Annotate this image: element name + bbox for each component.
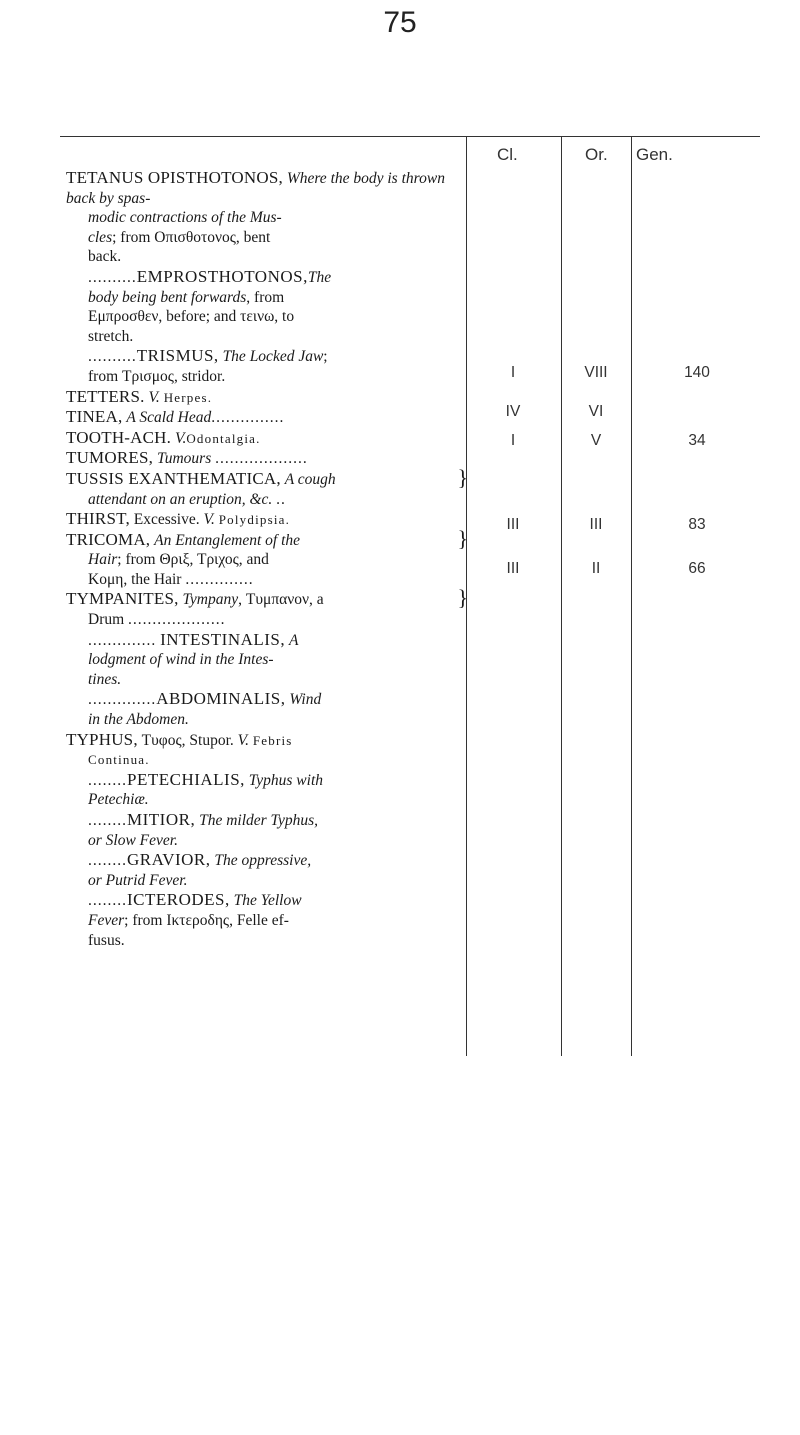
column-header-order: Or. — [585, 145, 608, 164]
class-number-tinea: I — [510, 364, 516, 381]
headword: ABDOMINALIS, — [156, 689, 286, 709]
greek-word: Κομη — [88, 570, 124, 588]
entry-mitior: ........MITIOR, The milder Typhus, or Slow Fever. — [88, 810, 319, 849]
brace: } — [457, 464, 468, 490]
entry-trismus: ..........TRISMUS, The Locked Jaw; from Τρισμος, stridor. — [88, 346, 328, 385]
headword: GRAVIOR, — [127, 850, 211, 870]
column-divider-gen — [631, 136, 632, 1056]
order-number-tympanites: II — [591, 560, 601, 577]
entry-petechialis: ........PETECHIALIS, Typhus with Petechiæ. — [88, 769, 324, 809]
greek-word: Τυφος — [141, 731, 182, 749]
column-header-genus: Gen. — [636, 145, 673, 164]
entry-tympanites: TYMPANITES, Tympany, Τυμπανον, a } Drum .................... — [66, 585, 468, 629]
nosology-entries — [66, 160, 466, 950]
genus-number-tussis: 34 — [688, 432, 706, 449]
class-number-tumores: IV — [505, 403, 521, 420]
cross-reference: Febris — [252, 732, 293, 748]
headword: ICTERODES, — [127, 890, 230, 910]
headword: TRISMUS, — [136, 346, 219, 366]
greek-word: Τυμπανον — [245, 591, 310, 609]
headword: TYPHUS, — [66, 729, 138, 749]
entry-tetters: TETTERS. V. Herpes. — [66, 386, 213, 406]
headword: TOOTH-ACH. — [66, 427, 172, 447]
greek-word: Ικτεροδης — [166, 911, 230, 929]
entry-thirst: THIRST, Excessive. V. Polydipsia. — [66, 509, 291, 529]
order-number-tumores: VI — [588, 403, 604, 420]
class-number-tussis: I — [510, 432, 516, 449]
greek-word: Εμπροσθεν — [88, 308, 159, 326]
entry-tooth-ach: TOOTH-ACH. V.Odontalgia. — [66, 427, 261, 447]
entry-abdominalis: ..............ABDOMINALIS, Wind in the Abdomen. — [88, 689, 322, 729]
greek-word: Θριξ — [159, 551, 190, 569]
headword: MITIOR, — [127, 810, 196, 829]
entry-intestinalis: .............. INTESTINALIS, A lodgment of wind in the Intes- tines. — [88, 629, 299, 688]
class-number-tricoma: III — [506, 516, 520, 533]
headword: TUSSIS EXANTHEMATICA, — [66, 468, 281, 488]
entry-gravior: ........GRAVIOR, The oppressive, or Putrid Fever. — [88, 850, 312, 889]
headword: TINEA, — [66, 407, 123, 427]
cross-reference: Odontalgia. — [186, 430, 261, 446]
entry-tricoma: TRICOMA, An Entanglement of the } Hair; from Θριξ, Τριχος, and Κομη, the Hair .............. — [66, 525, 468, 588]
entry-typhus: TYPHUS, Τυφος, Stupor. V. Febris Continua. — [66, 729, 293, 768]
cross-reference: Continua. — [88, 752, 150, 768]
cross-reference: Herpes. — [163, 389, 213, 405]
headword: EMPROSTHOTONOS, — [136, 266, 308, 286]
entry-tumores: TUMORES, Tumours ................... — [66, 448, 308, 468]
genus-number-tricoma: 83 — [688, 516, 706, 533]
genus-number-tinea: 140 — [684, 364, 710, 381]
order-number-tussis: V — [590, 432, 602, 449]
headword: TETTERS. — [66, 386, 145, 406]
greek-word: Τρισμος — [122, 367, 174, 385]
order-number-tricoma: III — [589, 516, 603, 533]
greek-word: Τριχος — [196, 551, 239, 569]
headword: TETANUS OPISTHOTONOS, — [66, 168, 283, 187]
greek-word: Οπισθοτονος — [154, 228, 236, 246]
entry-icterodes: ........ICTERODES, The Yellow Fever; from Ικτεροδης, Felle ef- fusus. — [88, 890, 302, 949]
headword: TYMPANITES, — [66, 589, 179, 609]
brace: } — [457, 525, 468, 551]
column-header-class: Cl. — [497, 145, 518, 164]
class-number-tympanites: III — [506, 560, 520, 577]
page-number: 75 — [383, 6, 417, 39]
entry-tussis-exanthematica: TUSSIS EXANTHEMATICA, A cough } attendant on an eruption, &c. .. — [66, 464, 468, 508]
entry-tetanus: TETANUS OPISTHOTONOS, Where the body is thrown back by spas- modic contractions of the Mus- cles; from Οπισθοτονος, bent back. — [66, 168, 445, 266]
entry-tinea: TINEA, A Scald Head............... — [66, 407, 285, 427]
greek-word: τεινω — [240, 308, 275, 326]
headword: THIRST, — [66, 509, 130, 529]
brace: } — [457, 585, 468, 611]
column-divider-or — [561, 136, 562, 1056]
entry-emprosthotonos: ..........EMPROSTHOTONOS,The body being bent forwards, from Εμπροσθεν, before; and τεινω, to stretch. — [88, 266, 332, 345]
order-number-tinea: VIII — [584, 364, 608, 381]
headword: INTESTINALIS, — [160, 629, 286, 649]
headword: TRICOMA, — [66, 529, 151, 549]
cross-reference: Polydipsia. — [218, 512, 291, 528]
genus-number-tympanites: 66 — [688, 560, 706, 577]
headword: TUMORES, — [66, 448, 154, 468]
headword: PETECHIALIS, — [127, 769, 245, 789]
